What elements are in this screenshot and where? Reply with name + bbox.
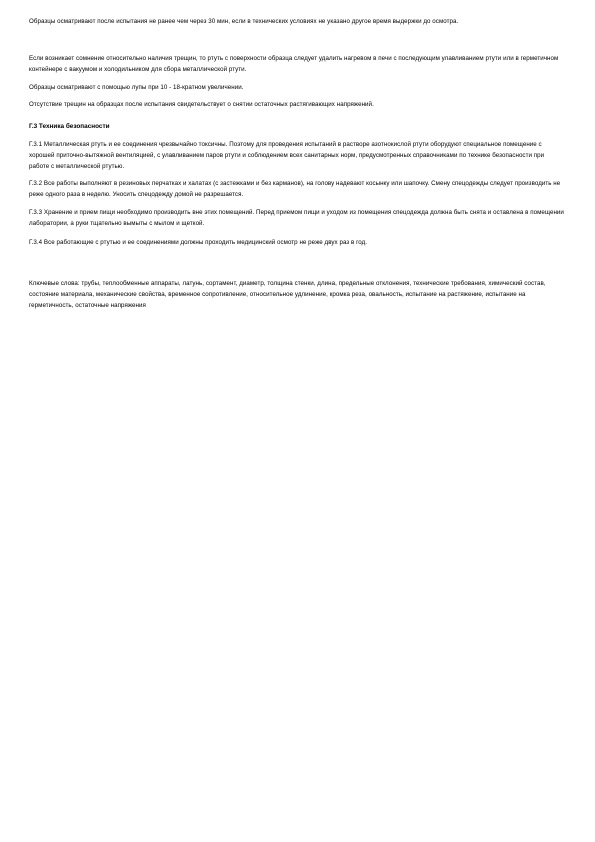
paragraph-safety-3-2: Г.3.2 Все работы выполняют в резиновых перчатках и халатах (с застежками и без карманов), на голову надевают косынку или шапочку. Смену спецодежды следует производить не реже одного раза в неделю. Уносить спецодежду домой не разрешается. (29, 180, 561, 198)
paragraph-no-cracks: Отсутствие трещин на образцах после испытания свидетельствует о снятии остаточных растягивающих напряжений. (29, 101, 374, 108)
paragraph-safety-3-1: Г.3.1 Металлическая ртуть и ее соединения чрезвычайно токсичны. Поэтому для проведения испытаний в растворе азотнокислой ртути оборудуют специальное помещение с хорошей приточно-вытяжной вентиляцией, с улавливанием паров ртути и соблюдением всех санитарных норм, предусмотренных справочниками по технике безопасности при работе с металлической ртутью. (29, 141, 545, 170)
paragraph-safety-3-3: Г.3.3 Хранение и прием пищи необходимо производить вне этих помещений. Перед приемом пищи и уходом из помещения спецодежда должна быть снята и оставлена в помещении лаборатории, а руки тщательно вымыты с мылом и щеткой. (29, 209, 564, 227)
section-heading-safety: Г.3 Техника безопасности (29, 123, 110, 130)
paragraph-inspection-time: Образцы осматривают после испытания не ранее чем через 30 мин, если в технических условиях не указано другое время выдержки до осмотра. (29, 18, 459, 25)
paragraph-safety-3-4: Г.3.4 Все работающие с ртутью и ее соединениями должны проходить медицинский осмотр не реже двух раз в год. (29, 239, 368, 246)
paragraph-magnifier: Образцы осматривают с помощью лупы при 10 - 18-кратном увеличении. (29, 84, 244, 91)
keywords-paragraph: Ключевые слова: трубы, теплообменные аппараты, латунь, сортамент, диаметр, толщина стенки, длина, предельные отклонения, технические требования, химический состав, состояние материала, механические свойства, временное сопротивление, относительное удлинение, кромка реза, овальность, испытание на растяжение, испытание на герметичность, остаточные напряжения (29, 280, 546, 309)
paragraph-mercury-removal: Если возникает сомнение относительно наличия трещин, то ртуть с поверхности образца следует удалить нагревом в печи с последующим улавливанием ртути или в герметичном контейнере с вакуумом и холодильником для сбора металлической ртути. (29, 55, 559, 73)
